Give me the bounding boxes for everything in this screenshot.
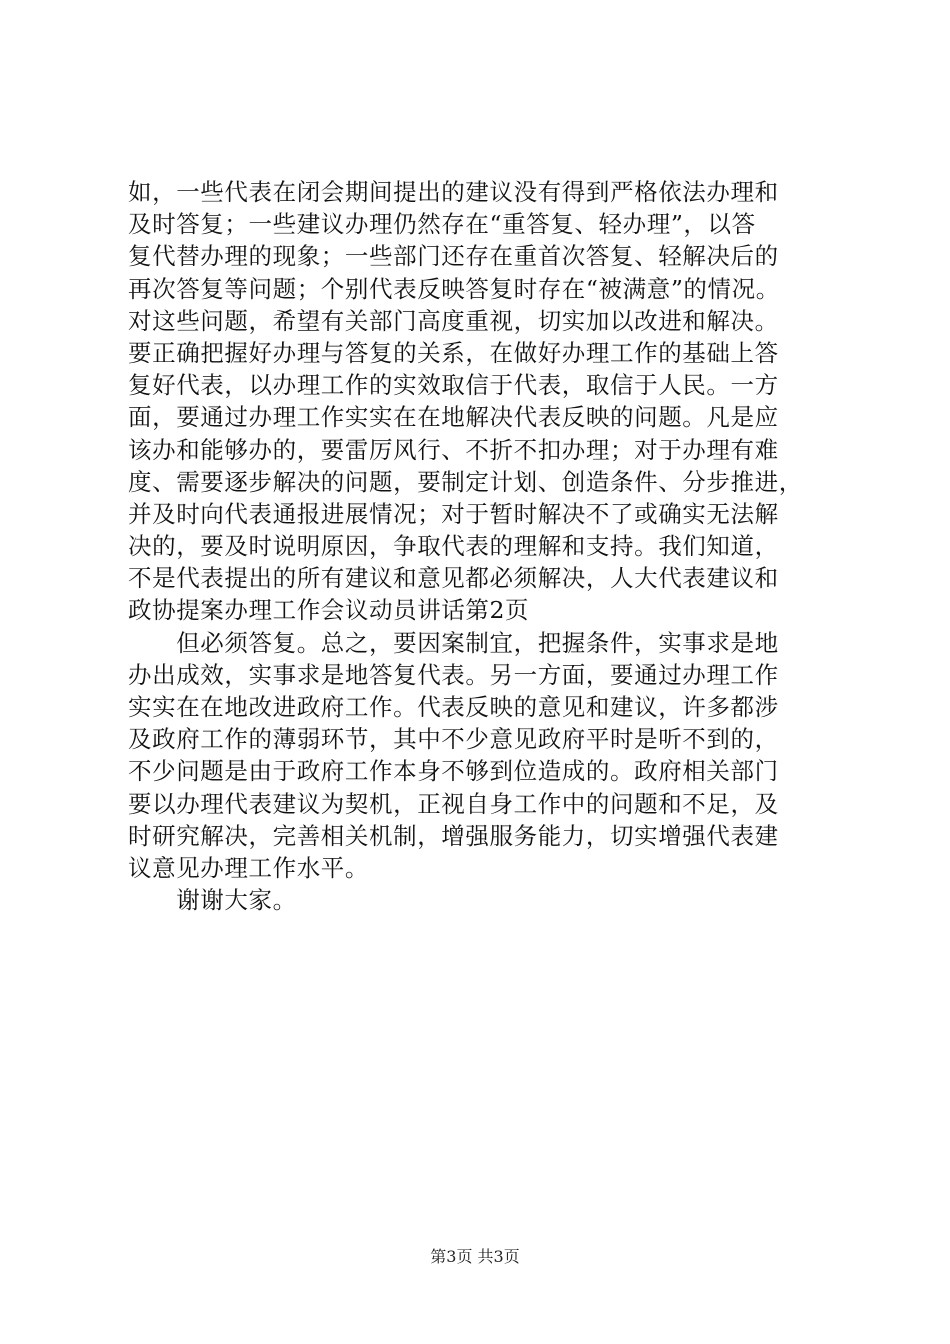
text-line: 政协提案办理工作会议动员讲话第2页 [128,596,530,625]
text-line: 要正确把握好办理与答复的关系，在做好办理工作的基础上答 [128,338,779,367]
text-line: 如，一些代表在闭会期间提出的建议没有得到严格依法办理和 [128,178,779,206]
text-line: 该办和能够办的，要雷厉风行、不折不扣办理；对于办理有难 [128,435,779,464]
text-line: 及时答复；一些建议办理仍然存在“重答复、轻办理”，以答 [128,210,756,239]
text-line: 谢谢大家。 [128,886,297,915]
text-line: 要以办理代表建议为契机，正视自身工作中的问题和不足，及 [128,789,779,818]
text-line: 复好代表，以办理工作的实效取信于代表，取信于人民。一方 [128,371,779,400]
document-body [128,176,848,916]
text-line: 办出成效，实事求是地答复代表。另一方面，要通过办理工作 [128,660,779,689]
text-line: 并及时向代表通报进展情况；对于暂时解决不了或确实无法解 [128,499,779,528]
text-line: 及政府工作的薄弱环节，其中不少意见政府平时是听不到的， [128,725,779,754]
text-line: 面，要通过办理工作实实在在地解决代表反映的问题。凡是应 [128,403,779,432]
text-line: 复代替办理的现象；一些部门还存在重首次答复、轻解决后的 [128,242,779,271]
text-line: 时研究解决，完善相关机制，增强服务能力，切实增强代表建 [128,821,779,850]
page-footer: 第3页 共3页 [430,1247,520,1266]
text-line: 不是代表提出的所有建议和意见都必须解决，人大代表建议和 [128,564,779,593]
text-line: 决的，要及时说明原因，争取代表的理解和支持。我们知道， [128,532,779,561]
text-line: 度、需要逐步解决的问题，要制定计划、创造条件、分步推进， [128,467,803,496]
text-line: 实实在在地改进政府工作。代表反映的意见和建议，许多都涉 [128,693,779,721]
text-line: 不少问题是由于政府工作本身不够到位造成的。政府相关部门 [128,757,779,786]
text-line: 议意见办理工作水平。 [128,853,369,882]
text-line: 但必须答复。总之，要因案制宜，把握条件，实事求是地 [128,628,779,657]
text-line: 对这些问题，希望有关部门高度重视，切实加以改进和解决。 [128,306,779,335]
text-line: 再次答复等问题；个别代表反映答复时存在“被满意”的情况。 [128,274,780,303]
